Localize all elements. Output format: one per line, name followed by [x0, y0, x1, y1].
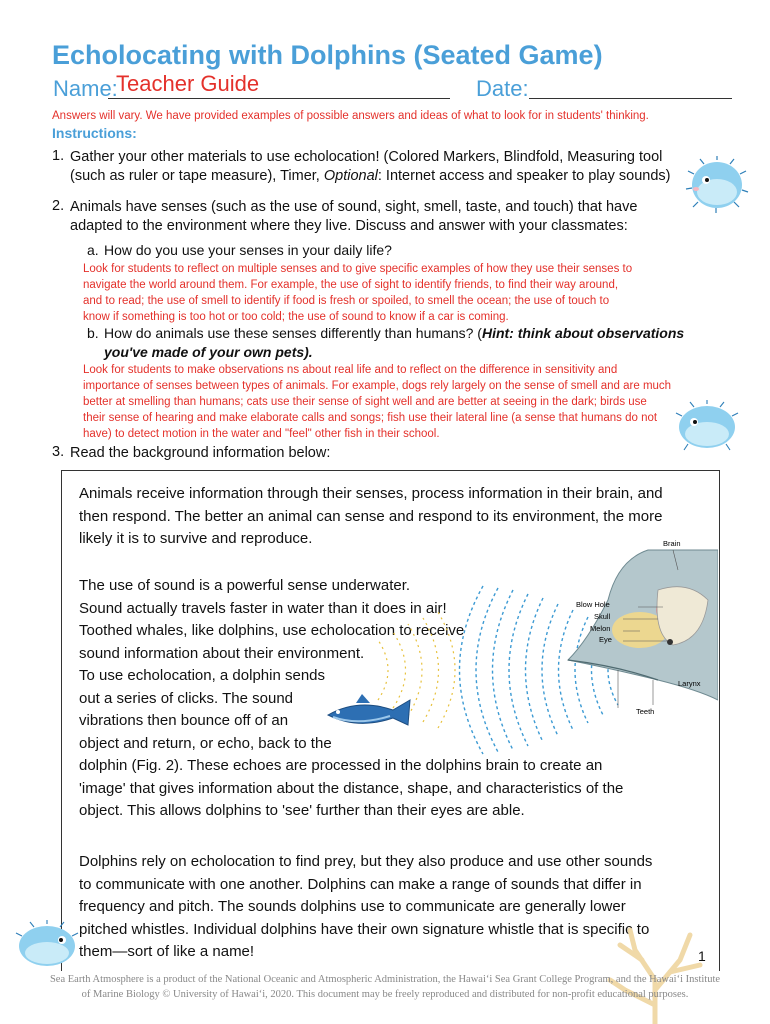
- text-line: them—sort of like a name!: [79, 943, 255, 960]
- answer-line: navigate the world around them. For example, the use of sight to identify friends, to find their way around,: [83, 279, 619, 291]
- item-2a-label: a.: [87, 242, 99, 258]
- text-line: likely it is to survive and reproduce.: [79, 530, 313, 547]
- figure-label-melon: Melon: [590, 624, 611, 633]
- item-2b-hint-2: you've made of your own pets).: [104, 344, 313, 360]
- footer-line: of Marine Biology © University of Hawaiʻi, 2020. This document may be freely reproduced and distributed for non-profit educational purposes.: [81, 989, 689, 1000]
- footer: [0, 972, 770, 1002]
- answer-line: know if something is too hot or too cold; the use of sound to know if a car is coming.: [83, 311, 509, 323]
- item-3-number: 3.: [52, 444, 65, 460]
- text-line: Toothed whales, like dolphins, use echolocation to receive: [79, 622, 465, 639]
- instructions-heading: Instructions:: [52, 125, 137, 141]
- item-2b-question-text: How do animals use these senses differently than humans? (: [104, 325, 482, 341]
- item-1-line2: [70, 167, 670, 186]
- item-2b-label: b.: [87, 325, 99, 341]
- figure-label-blow-hole: Blow Hole: [576, 600, 610, 609]
- figure-label-skull: Skull: [594, 612, 611, 621]
- text-line: then respond. The better an animal can sense and respond to its environment, the more: [79, 507, 663, 525]
- background-para-3: [79, 851, 652, 964]
- echolocation-figure: [318, 530, 718, 790]
- answer-line: importance of senses between types of animals. For example, dogs rely largely on the sense of smell and are much: [83, 380, 672, 392]
- answer-line: better at smelling than humans; cats use their sense of sight well and are better at seeing in the dark; birds use: [83, 396, 647, 408]
- answer-line: and to read; the use of smell to identify if food is fresh or spoiled, to smell the ocean; the use of touch to: [83, 295, 610, 307]
- text-line: dolphin (Fig. 2). These echoes are processed in the dolphins brain to create an: [79, 757, 603, 774]
- text-line: object and return, or echo, back to the: [79, 734, 332, 752]
- item-2-line1: Animals have senses (such as the use of sound, sight, smell, taste, and touch) that have: [70, 199, 638, 215]
- name-label: Name:: [53, 76, 118, 101]
- item-1-line2-b: : Internet access and speaker to play sounds): [377, 168, 671, 184]
- page-title: Echolocating with Dolphins (Seated Game): [52, 40, 603, 70]
- text-line: Dolphins rely on echolocation to find prey, but they also produce and use other sounds: [79, 853, 653, 870]
- page-number: 1: [698, 948, 706, 964]
- item-1-line2-a: (such as ruler or tape measure), Timer,: [70, 168, 320, 184]
- figure-label-teeth: Teeth: [636, 707, 655, 716]
- item-1-line1: Gather your other materials to use echolocation! (Colored Markers, Blindfold, Measuring tool: [70, 149, 663, 165]
- text-line: To use echolocation, a dolphin sends: [79, 667, 326, 684]
- answer-line: their sense of hearing and make elaborate calls and songs; fish use their lateral line (a sense that humans do not: [83, 412, 658, 424]
- answer-line: have) to detect motion in the water and "feel" other fish in their school.: [83, 428, 440, 440]
- text-line: The use of sound is a powerful sense underwater.: [79, 577, 411, 594]
- text-line: Animals receive information through their senses, process information in their brain, and: [79, 485, 663, 502]
- text-line: Sound actually travels faster in water than it does in air!: [79, 599, 447, 617]
- item-1-optional: Optional: [323, 168, 378, 184]
- name-underline: [108, 98, 450, 99]
- item-2b-answer: [83, 362, 671, 442]
- text-line: frequency and pitch. The sounds dolphins use to communicate are generally lower: [79, 898, 626, 915]
- text-line: sound information about their environment.: [79, 644, 365, 662]
- text-line: object. This allows dolphins to 'see' further than their eyes are able.: [79, 802, 525, 819]
- answer-line: Look for students to make observations ns about real life and to reflect on the difference in sensitivity and: [83, 364, 618, 376]
- item-2-number: 2.: [52, 198, 65, 214]
- pufferfish-icon: [684, 156, 750, 214]
- pufferfish-icon: [12, 920, 82, 968]
- item-2b-question: [104, 324, 684, 343]
- figure-label-eye: Eye: [599, 635, 612, 644]
- text-line: out a series of clicks. The sound: [79, 689, 293, 707]
- item-3-text: Read the background information below:: [70, 445, 331, 461]
- pufferfish-icon: [672, 400, 742, 452]
- fish-icon: [328, 694, 410, 725]
- answer-line: Look for students to reflect on multiple senses and to give specific examples of how they use their senses to: [83, 263, 633, 275]
- item-2-line2: adapted to the environment where they live. Discuss and answer with your classmates:: [70, 218, 628, 234]
- text-line: vibrations then bounce off of an: [79, 712, 289, 729]
- item-2b-hint: Hint: think about observations: [481, 325, 685, 341]
- date-label: Date:: [476, 76, 529, 101]
- text-line: 'image' that gives information about the distance, shape, and characteristics of the: [79, 779, 624, 797]
- footer-line: Sea Earth Atmosphere is a product of the National Oceanic and Atmospheric Administration, the Hawaiʻi Sea Grant College Program, and the Hawaiʻi Institute: [49, 974, 721, 985]
- name-value[interactable]: Teacher Guide: [116, 71, 260, 96]
- item-2b-hint-line2: [104, 343, 313, 362]
- figure-label-brain: Brain: [663, 539, 681, 548]
- figure-label-larynx: Larynx: [678, 679, 701, 688]
- answers-note: Answers will vary. We have provided examples of possible answers and ideas of what to look for in students' thinking.: [52, 110, 649, 122]
- date-field[interactable]: [529, 98, 732, 99]
- item-1-number: 1.: [52, 148, 65, 164]
- text-line: to communicate with one another. Dolphins can make a range of sounds that differ in: [79, 875, 642, 893]
- item-2a-question: How do you use your senses in your daily life?: [104, 242, 392, 258]
- item-2a-answer: [83, 261, 632, 325]
- text-line: pitched whistles. Individual dolphins have their own signature whistle that is specific to: [79, 920, 650, 938]
